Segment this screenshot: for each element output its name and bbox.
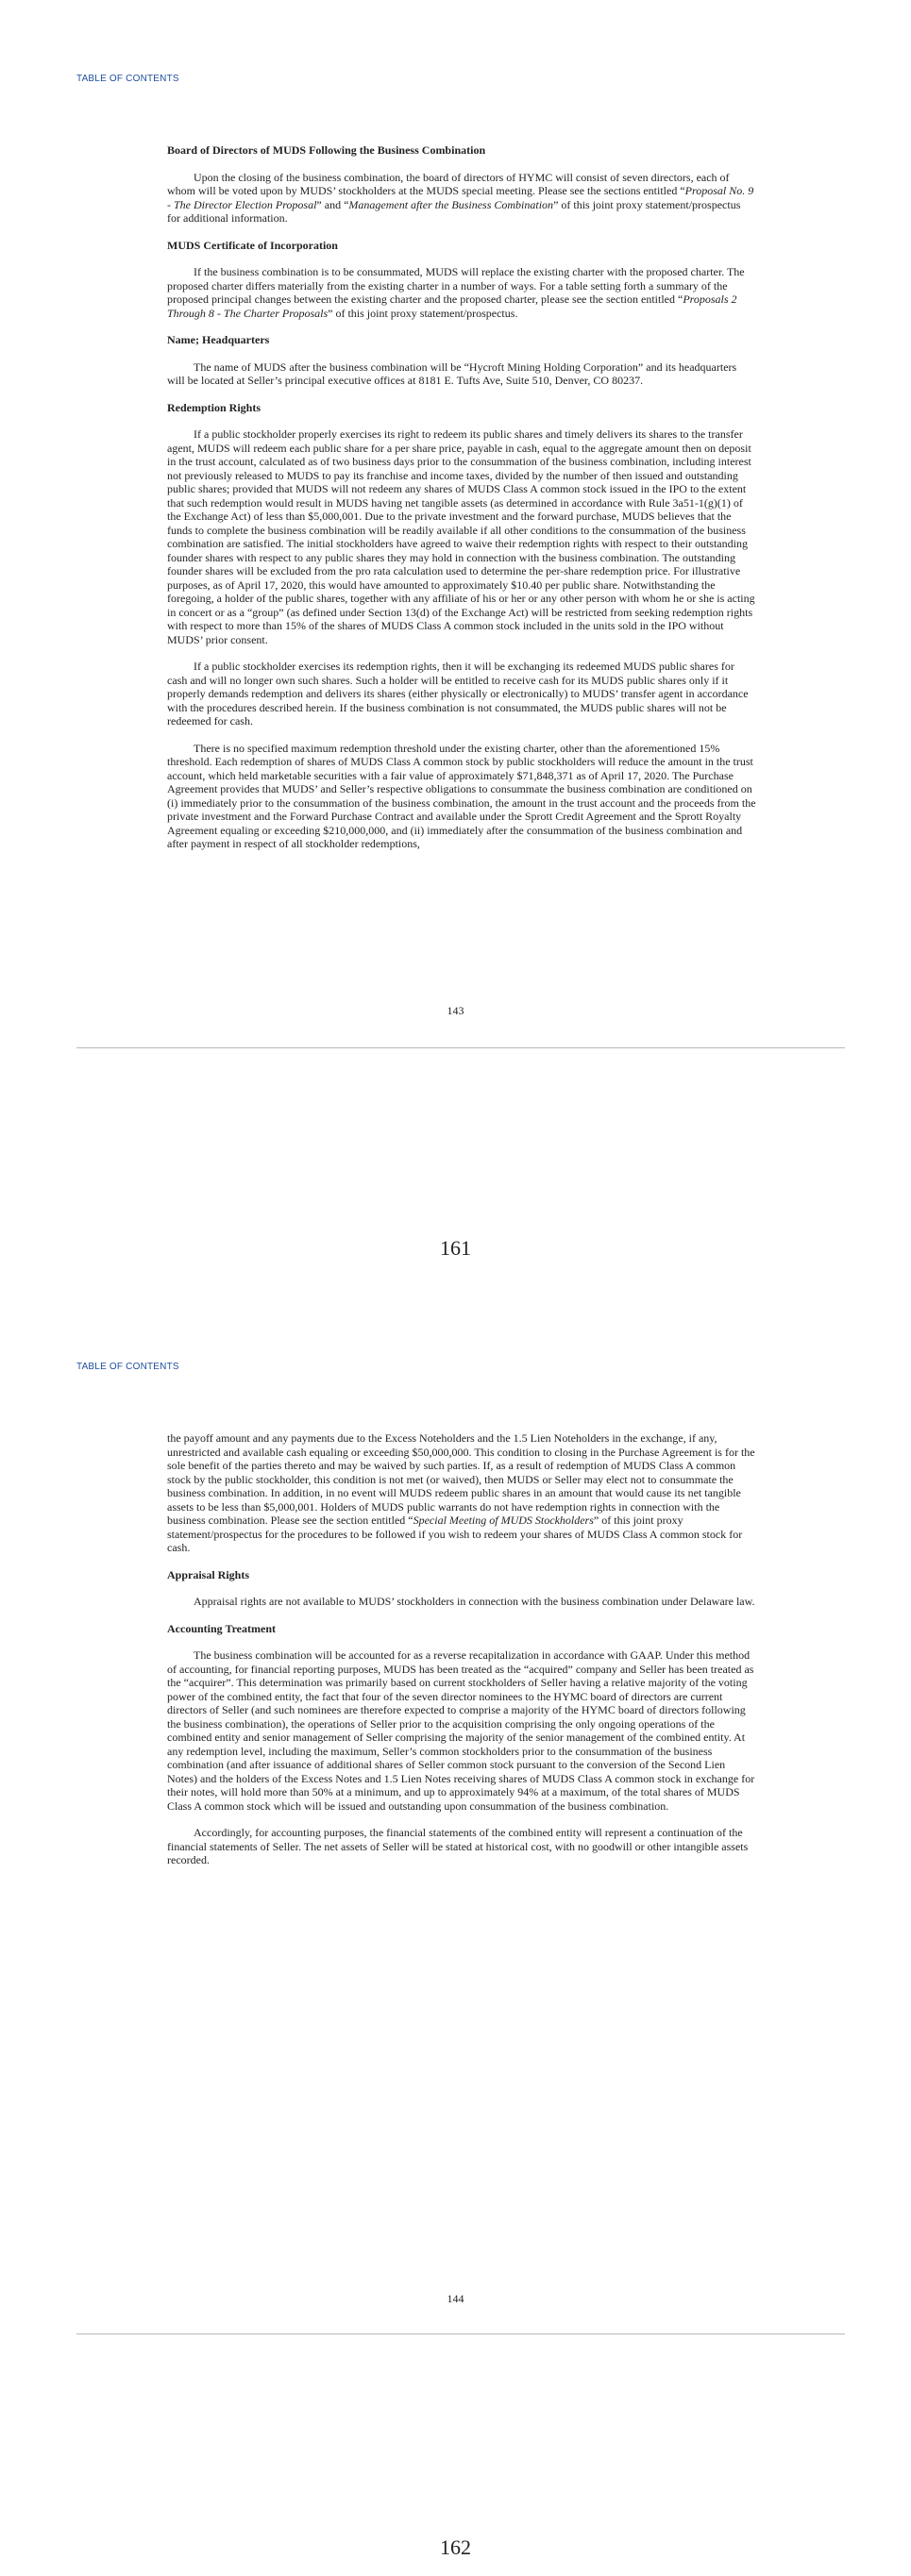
page-divider <box>76 2333 845 2334</box>
section-heading-accounting: Accounting Treatment <box>167 1621 276 1635</box>
paragraph-redemption-2: If a public stockholder exercises its redemption rights, then it will be exchanging its redeemed MUDS public shares for cash and will no longer own such shares. Such a holder will be entitled to receive cash for its MUDS public shares only if it properly demands redemption and delivers its shares (either physically or electronically) to MUDS’ transfer agent in accordance with the procedures described herein. If the business combination is not consummated, the MUDS public shares will not be redeemed for cash. <box>167 660 749 728</box>
table-of-contents-link[interactable]: TABLE OF CONTENTS <box>76 1362 179 1372</box>
table-of-contents-link[interactable]: TABLE OF CONTENTS <box>76 74 179 84</box>
paragraph-redemption-1: If a public stockholder properly exercises its right to redeem its public shares and timely delivers its shares to the transfer agent, MUDS will redeem each public share for a per share price, payable in cash, equal to the aggregate amount then on deposit in the trust account, calculated as of two business days prior to the consummation of the business combination, including interest not previously released to MUDS to pay its franchise and income taxes, divided by the number of then issued and outstanding public shares; provided that MUDS will not redeem any shares of MUDS Class A common stock issued in the IPO to the extent that such redemption would result in MUDS having net tangible assets (as determined in accordance with Rule 3a51-1(g)(1) of the Exchange Act) of less than $5,000,001. Due to the private investment and the forward purchase, MUDS believes that the funds to complete the business combination will be readily available if all other conditions to the consummation of the business combination are satisfied. The initial stockholders have agreed to waive their redemption rights with respect to their outstanding founder shares with respect to any public shares they may hold in connection with the business combination. The outstanding founder shares will be excluded from the pro rata calculation used to determine the per-share redemption price. For illustrative purposes, as of April 17, 2020, this would have amounted to approximately $10.40 per public share. Notwithstanding the foregoing, a holder of the public shares, together with any affiliate of his or her or any other person with whom he or she is acting in concert or as a “group” (as defined under Section 13(d) of the Exchange Act) will be restricted from seeking redemption rights with respect to more than 15% of the shares of MUDS Class A common stock included in the units sold in the IPO without MUDS’ prior consent. <box>167 427 755 646</box>
sheet-number: 161 <box>440 1236 471 1260</box>
paragraph-accounting-1: The business combination will be accounted for as a reverse recapitalization in accordance with GAAP. Under this method of accounting, for financial reporting purposes, MUDS has been treated as the “acquired” company and Seller has been treated as the “acquirer”. This determination was primarily based on current stockholders of Seller having a relative majority of the voting power of the combined entity, the fact that four of the seven director nominees to the HYMC board of directors are current directors of Seller (and such nominees are therefore expected to comprise a majority of the HYMC board of directors following the business combination), the operations of Seller prior to the acquisition comprising the only ongoing operations of the combined entity and senior management of Seller comprising the majority of the senior management of the combined entity. At any redemption level, including the maximum, Seller’s common stockholders prior to the consummation of the business combination (and after issuance of additional shares of Seller common stock pursuant to the conversion of the Second Lien Notes) and the holders of the Excess Notes and 1.5 Lien Notes receiving shares of MUDS Class A common stock in exchange for their notes, will hold more than 50% at a minimum, and up to approximately 94% at a maximum, of the total shares of MUDS Class A common stock which will be issued and outstanding upon consummation of the business combination. <box>167 1648 755 1813</box>
sheet-number: 162 <box>440 2535 471 2559</box>
paragraph-certificate: If the business combination is to be consummated, MUDS will replace the existing charter with the proposed charter. The proposed charter differs materially from the existing charter in a number of ways. For a table setting forth a summary of the proposed principal changes between the existing charter and the proposed charter, please see the section entitled “Proposals 2 Through 8 - The Charter Proposals” of this joint proxy statement/prospectus. <box>167 265 745 320</box>
section-heading-board: Board of Directors of MUDS Following the Business Combination <box>167 143 486 157</box>
page-number: 144 <box>447 2292 464 2305</box>
page-divider <box>76 1047 845 1048</box>
document-page-144 <box>0 1288 911 2576</box>
page-number: 143 <box>447 1004 464 1017</box>
section-heading-redemption: Redemption Rights <box>167 400 261 414</box>
page-body <box>167 1431 756 1881</box>
paragraph-redemption-3: There is no specified maximum redemption threshold under the existing charter, other than the aforementioned 15% threshold. Each redemption of shares of MUDS Class A common stock by public stockholders will reduce the amount in the trust account, which held marketable securities with a fair value of approximately $71,848,371 as of April 17, 2020. The Purchase Agreement provides that MUDS’ and Seller’s respective obligations to consummate the business combination are conditioned on (i) immediately prior to the consummation of the business combination, the amount in the trust account and the proceeds from the private investment and the Forward Purchase Contract and available under the Sprott Credit Agreement and the Sprott Royalty Agreement equaling or exceeding $210,000,000, and (ii) immediately after the consummation of the business combination and after payment in respect of all stockholder redemptions, <box>167 741 756 850</box>
paragraph-continued: the payoff amount and any payments due to the Excess Noteholders and the 1.5 Lien Noteholders in the exchange, if any, unrestricted and available cash equaling or exceeding $50,000,000. This condition to closing in the Purchase Agreement is for the sole benefit of the parties thereto and may be waived by such parties. If, as a result of redemption of MUDS Class A common stock by the public stockholder, this condition is not met (or waived), then MUDS or Seller may elect not to consummate the business combination. In addition, in no event will MUDS redeem public shares in an amount that would cause its net tangible assets to be less than $5,000,001. Holders of MUDS public warrants do not have redemption rights in connection with the business combination. Please see the section entitled “Special Meeting of MUDS Stockholders” of this joint proxy statement/prospectus for the procedures to be followed if you wish to redeem your shares of MUDS Class A common stock for cash. <box>167 1431 755 1554</box>
section-heading-appraisal: Appraisal Rights <box>167 1567 250 1581</box>
paragraph-accounting-2: Accordingly, for accounting purposes, the financial statements of the combined entity will represent a continuation of the financial statements of Seller. The net assets of Seller will be stated at historical cost, with no goodwill or other intangible assets recorded. <box>167 1826 749 1866</box>
section-heading-certificate: MUDS Certificate of Incorporation <box>167 238 338 252</box>
paragraph-board: Upon the closing of the business combination, the board of directors of HYMC will consist of seven directors, each of whom will be voted upon by MUDS’ stockholders at the MUDS special meeting. Please see the sections entitled “Proposal No. 9 - The Director Election Proposal” and “Management after the Business Combination” of this joint proxy statement/prospectus for additional information. <box>167 170 754 225</box>
paragraph-name-headquarters: The name of MUDS after the business combination will be “Hycroft Mining Holding Corporation” and its headquarters will be located at Seller’s principal executive offices at 8181 E. Tufts Ave, Suite 510, Denver, CO 80237. <box>167 360 737 387</box>
paragraph-appraisal: Appraisal rights are not available to MUDS’ stockholders in connection with the business combination under Delaware law. <box>194 1595 755 1608</box>
section-heading-name-headquarters: Name; Headquarters <box>167 333 270 346</box>
page-body <box>167 143 756 864</box>
